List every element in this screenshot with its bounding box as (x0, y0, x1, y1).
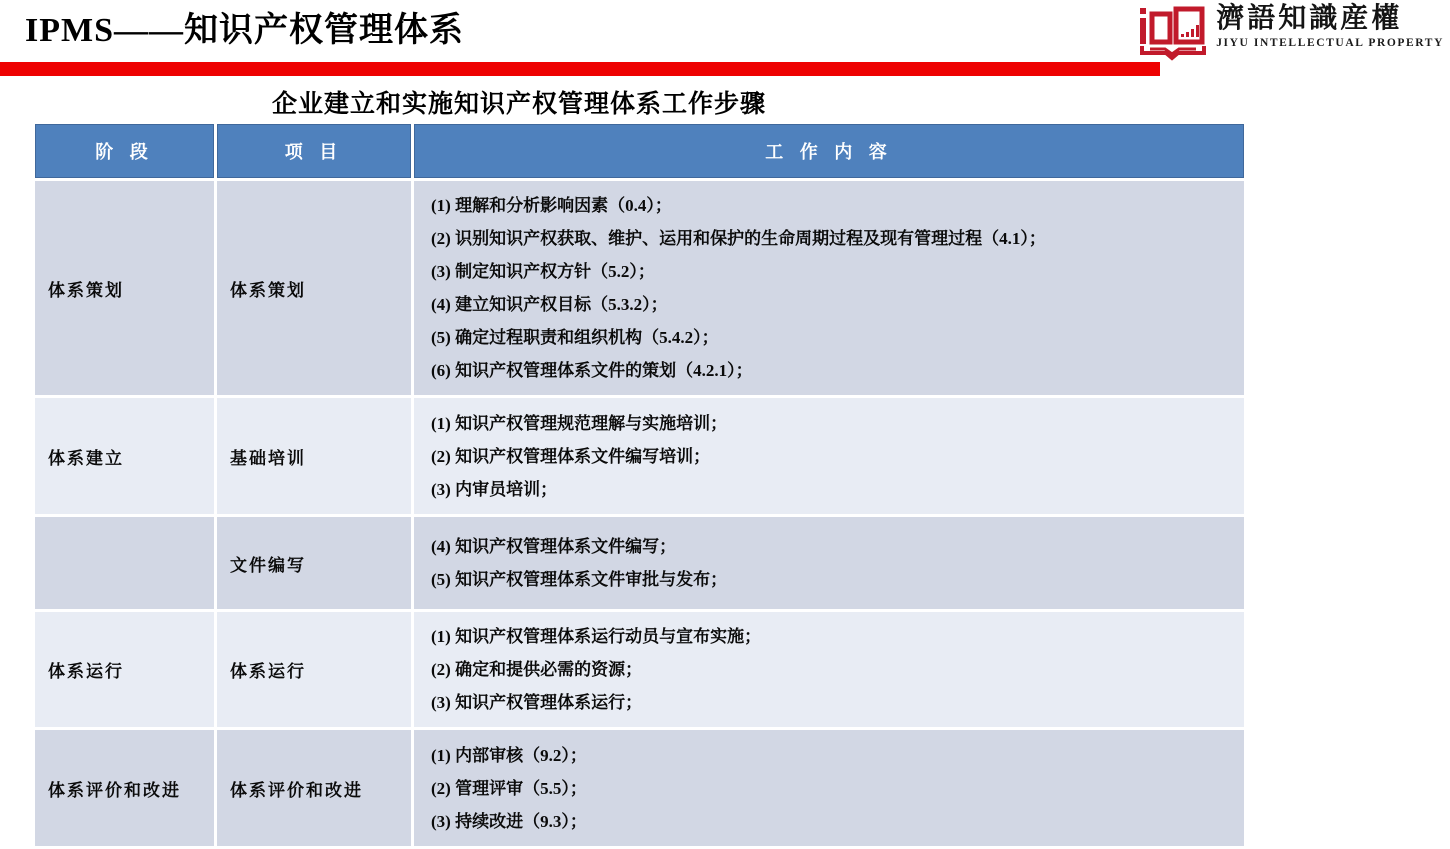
column-header-content: 工 作 内 容 (414, 124, 1244, 178)
project-cell: 基础培训 (217, 398, 411, 514)
project-cell: 体系策划 (217, 181, 411, 395)
table-row (35, 181, 1244, 395)
work-item: (2) 知识产权管理体系文件编写培训； (431, 446, 711, 466)
phase-cell (35, 517, 214, 609)
content-cell (414, 730, 1244, 846)
work-item: (4) 知识产权管理体系文件编写； (431, 537, 677, 556)
work-item: (2) 确定和提供必需的资源； (431, 660, 643, 679)
logo-text (1216, 4, 1444, 49)
project-cell: 体系评价和改进 (217, 730, 411, 846)
content-cell (414, 398, 1244, 514)
open-book-with-chart-icon (1138, 6, 1208, 62)
phase-cell: 体系评价和改进 (35, 730, 214, 846)
work-item: (1) 理解和分析影响因素（0.4）； (431, 196, 672, 215)
logo (1138, 4, 1444, 62)
slide-title: 企业建立和实施知识产权管理体系工作步骤 (272, 91, 767, 118)
header-divider (0, 62, 1160, 76)
page-title: IPMS——知识产权管理体系 (25, 12, 464, 49)
work-item: (2) 管理评审（5.5）； (431, 778, 587, 798)
logo-name-en: JIYU INTELLECTUAL PROPERTY (1216, 36, 1444, 49)
content-cell (414, 612, 1244, 727)
content-cell (414, 181, 1244, 395)
table-row (35, 730, 1244, 846)
work-item: (6) 知识产权管理体系文件的策划（4.2.1）； (431, 361, 753, 380)
phase-cell: 体系建立 (35, 398, 214, 514)
column-header-phase: 阶 段 (35, 124, 214, 178)
work-item: (3) 知识产权管理体系运行； (431, 693, 643, 712)
phase-cell: 体系策划 (35, 181, 214, 395)
phase-cell: 体系运行 (35, 612, 214, 727)
work-item: (1) 内部审核（9.2）； (431, 745, 587, 765)
work-item: (1) 知识产权管理规范理解与实施培训； (431, 413, 728, 433)
work-item: (3) 内审员培训； (431, 479, 558, 499)
table-row (35, 398, 1244, 514)
work-steps-table (32, 121, 1247, 849)
work-item: (4) 建立知识产权目标（5.3.2）； (431, 295, 668, 314)
work-item: (1) 知识产权管理体系运行动员与宣布实施； (431, 627, 762, 646)
work-item: (3) 制定知识产权方针（5.2）； (431, 262, 655, 281)
logo-name-cn: 濟語知識産權 (1216, 3, 1403, 34)
content-cell (414, 517, 1244, 609)
work-item: (5) 确定过程职责和组织机构（5.4.2）； (431, 328, 719, 347)
table-row (35, 612, 1244, 727)
work-item: (5) 知识产权管理体系文件审批与发布； (431, 570, 728, 589)
table-row (35, 517, 1244, 609)
work-item: (2) 识别知识产权获取、维护、运用和保护的生命周期过程及现有管理过程（4.1）； (431, 229, 1046, 248)
work-item: (3) 持续改进（9.3）； (431, 811, 587, 831)
table-header-row (35, 124, 1244, 178)
project-cell: 体系运行 (217, 612, 411, 727)
project-cell: 文件编写 (217, 517, 411, 609)
column-header-project: 项 目 (217, 124, 411, 178)
